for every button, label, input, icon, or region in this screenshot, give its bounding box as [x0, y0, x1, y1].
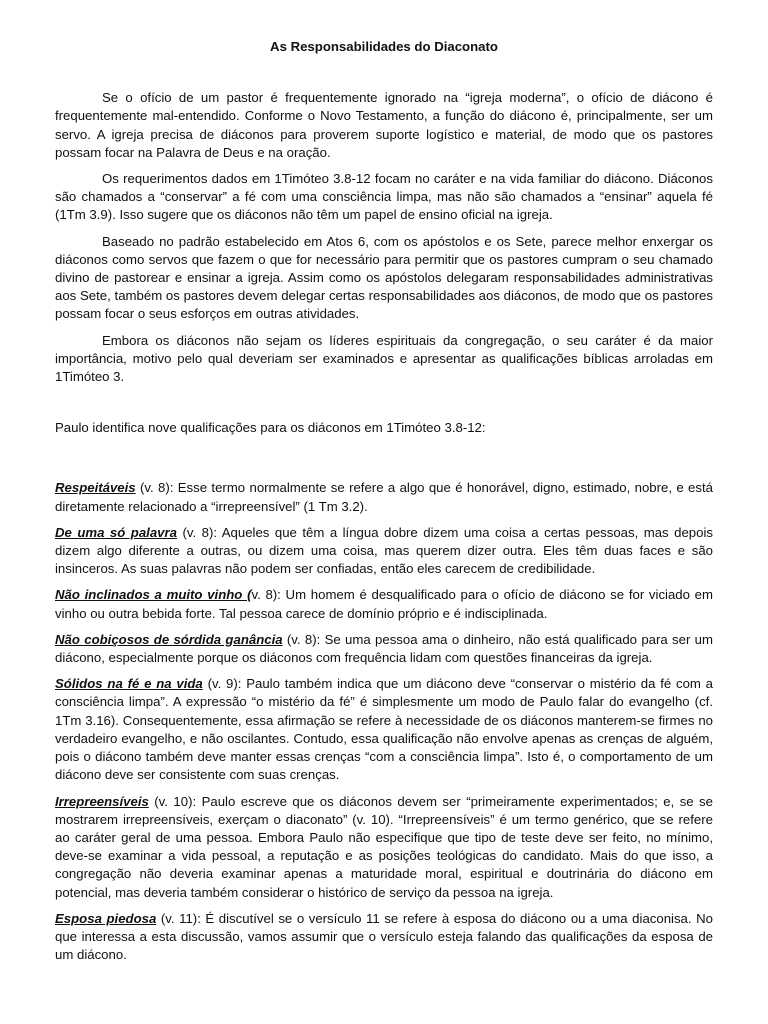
- qualification-term: Respeitáveis: [55, 480, 136, 496]
- paragraph-character: Embora os diáconos não sejam os líderes espirituais da congregação, o seu caráter é da maior importância, motivo pelo qual deveriam ser examinados e apresentar as qualificações bíblicas arroladas em 1Timóteo 3.: [55, 332, 713, 385]
- qualification-item: [55, 586, 713, 622]
- qualification-term: De uma só palavra: [55, 524, 177, 540]
- qualification-text: (v. 8): Aqueles que têm a língua dobre dizem uma coisa a certas pessoas, mas depois dizem algo diferente a outras, ou dizem uma coisa, mas querem dizer outra. Eles têm duas faces e são insinceros. As suas palavras não podem ser confiadas, então eles carecem de credibilidade.: [55, 524, 713, 577]
- qualification-text: (v. 11): É discutível se o versículo 11 se refere à esposa do diácono ou a uma diaconisa. No que interessa a esta discussão, vamos assumir que o versículo esteja falando das qualificações da esposa de um diácono.: [55, 910, 713, 963]
- qualification-text: v. 8): Um homem é desqualificado para o ofício de diácono se for viciado em vinho ou outra bebida forte. Tal pessoa carece de domínio próprio e é indisciplinada.: [55, 587, 713, 621]
- qualification-item: [55, 675, 713, 784]
- paragraph-acts-6: Baseado no padrão estabelecido em Atos 6, com os apóstolos e os Sete, parece melhor enxergar os diáconos como servos que fazem o que for necessário para permitir que os pastores cumpram o seu chamado divino de pastorear e ensinar a igreja. Assim como os apóstolos delegaram responsabilidades administrativas aos Sete, também os pastores devem delegar certas responsabilidades aos diáconos, de modo que os pastores possam focar o seus esforços em outras atividades.: [55, 233, 713, 322]
- qualification-text: (v. 8): Esse termo normalmente se refere a algo que é honorável, digno, estimado, nobre, e está diretamente relacionado a “irrepreensível” (1 Tm 3.2).: [55, 480, 713, 514]
- qualification-term: Não cobiçosos de sórdida ganância: [55, 631, 283, 647]
- qualification-item: [55, 793, 713, 902]
- qualification-item: [55, 524, 713, 579]
- qualification-term: Irrepreensíveis: [55, 793, 149, 809]
- paragraph-requirements: Os requerimentos dados em 1Timóteo 3.8-12 focam no caráter e na vida familiar do diácono. Diáconos são chamados a “conservar” a fé com uma consciência limpa, mas não são chamados a “ensinar” aquela fé (1Tm 3.9). Isso sugere que os diáconos não têm um papel de ensino oficial na igreja.: [55, 171, 713, 223]
- qualification-item: [55, 479, 713, 515]
- qualification-item: [55, 631, 713, 667]
- qualification-text: (v. 8): Se uma pessoa ama o dinheiro, não está qualificado para ser um diácono, especialmente porque os diáconos com frequência lidam com questões financeiras da igreja.: [55, 631, 713, 666]
- qualification-text: (v. 9): Paulo também indica que um diácono deve “conservar o mistério da fé com a consciência limpa”. A expressão “o mistério da fé” é simplesmente um modo de Paulo falar do evangelho (cf. 1Tm 3.16). Consequentemente, essa afirmação se refere à necessidade de os diáconos manterem-se firmes no verdadeiro evangelho, e não oscilantes. Contudo, essa qualificação não envolve apenas as crenças de alguém, pois o diácono também deve manter essas crenças “com a consciência limpa”. Isto é, o comportamento de um diácono deve ser consistente com suas crenças.: [55, 676, 714, 783]
- qualifications-intro: Paulo identifica nove qualificações para os diáconos em 1Timóteo 3.8-12:: [55, 420, 486, 436]
- paragraph-pastor-deacon: Se o ofício de um pastor é frequentemente ignorado na “igreja moderna”, o ofício de diácono é frequentemente mal-entendido. Conforme o Novo Testamento, a função do diácono é, principalmente, ser um servo. A igreja precisa de diáconos para proverem suporte logístico e material, de modo que os pastores possam focar na Palavra de Deus e na oração.: [55, 90, 713, 160]
- document-title: As Responsabilidades do Diaconato: [270, 39, 498, 54]
- qualification-item: [55, 910, 713, 965]
- qualification-term: Esposa piedosa: [55, 910, 157, 926]
- qualification-term: Sólidos na fé e na vida: [55, 676, 203, 692]
- qualification-text: (v. 10): Paulo escreve que os diáconos devem ser “primeiramente experimentados; e, se se mostrarem irrepreensíveis, exerçam o diaconato” (v. 10). “Irrepreensíveis” é um termo genérico, que se refere ao caráter geral de uma pessoa. Embora Paulo não especifique que tipo de teste deve ser feito, no mínimo, deve-se examinar a vida pessoal, a reputação e as posições teológicas do candidato. Mais do que isso, a congregação não deveria examinar apenas a maturidade moral, espiritual e doutrinária do diácono em potencial, mas deveria também considerar o histórico de serviço da pessoa na igreja.: [55, 793, 713, 900]
- qualification-term: Não inclinados a muito vinho (: [55, 587, 252, 603]
